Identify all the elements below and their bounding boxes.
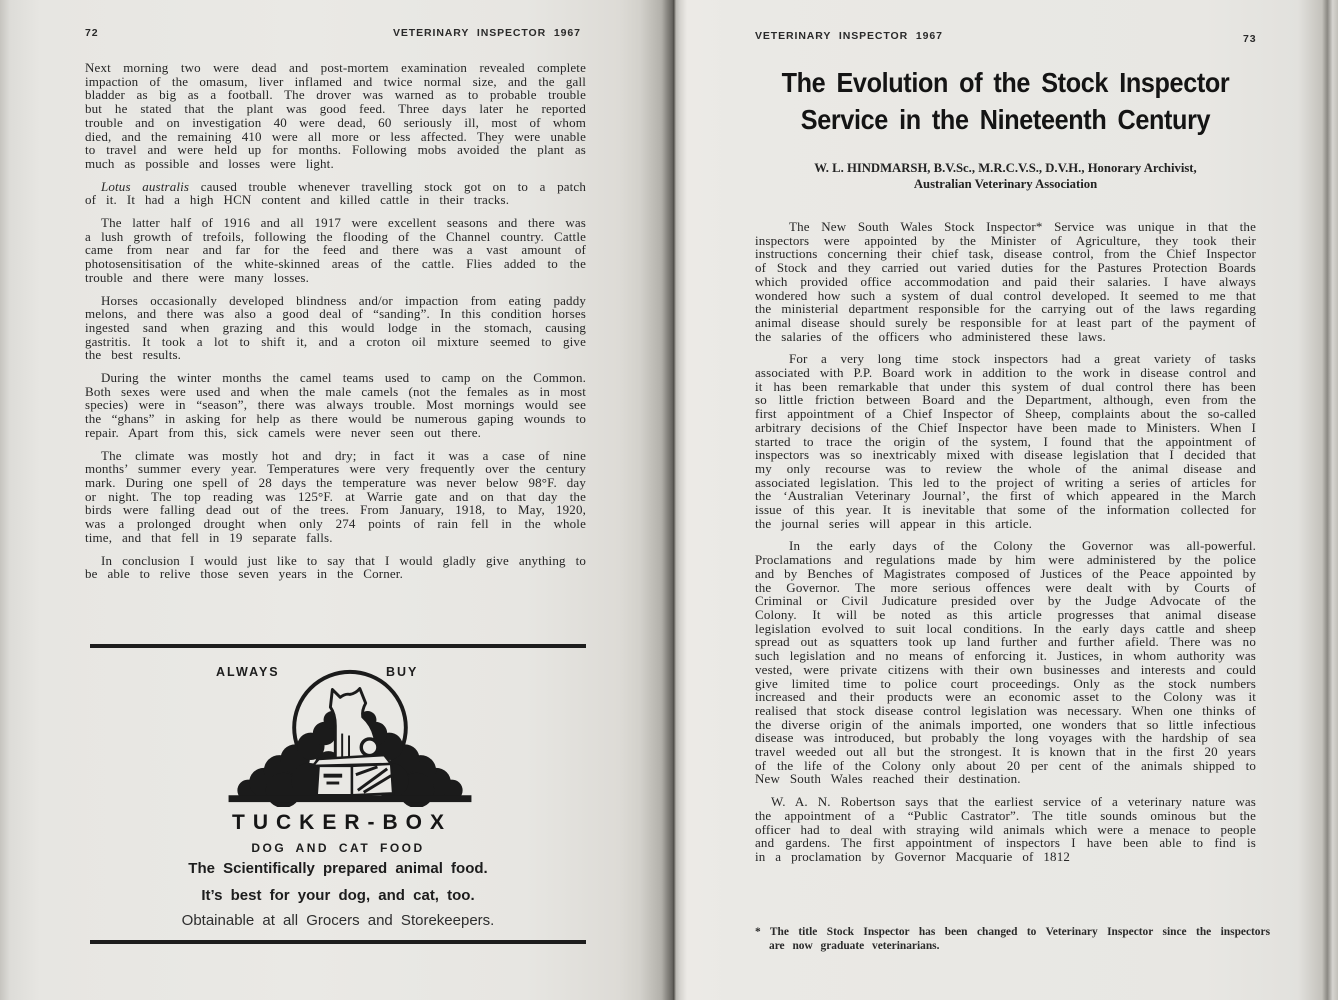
paragraph: For a very long time stock inspectors had a great variety of tasks associated with P.P. Board work in addition to the work in disease control and it has been remarkable that under this system of dual control there has been so little friction between Board and the Department, although, even from the first appointment of a Chief Inspector of Sheep, complaints about the so-called arbitrary decisions of the Chief Inspector have been made to Ministers. When I started to trace the origin of the system, I found that the appointment of inspectors was so inextricably mixed with disease legislation that I decided that my only recourse was to review the whole of the animal disease and associated legislation. This led to the project of writing a series of articles for the ‘Australian Veterinary Journal’, the first of which appeared in the March issue of this year. It is inevitable that some of the information collected for the journal series will appear in this article. [755,351,1256,531]
species-name-italic: Lotus australis [101,178,190,194]
page-number-right: 73 [1243,33,1257,45]
running-title-right: VETERINARY INSPECTOR 1967 [755,30,943,42]
article-title-line1: The Evolution of the Stock Inspector [781,67,1230,98]
right-page [673,0,1338,1000]
running-title-left: VETERINARY INSPECTOR 1967 [393,27,581,39]
left-page-body [85,61,586,590]
paragraph: During the winter months the camel teams used to camp on the Common. Both sexes were used and when the male camels (not the females as in most species) were in “season”, there was always trouble. Most mornings would see the “ghans” in asking for help as there would be numerous gaping wounds to repair. Apart from this, sick camels were never seen out there. [85,370,586,440]
ad-tagline-2: It’s best for your dog, and cat, too. [201,887,475,904]
ad-tagline-3: Obtainable at all Grocers and Storekeepers. [181,912,495,929]
article-footnote: * The title Stock Inspector has been changed to Veterinary Inspector since the inspectors are now graduate veterinarians. [755,926,1270,952]
paragraph: In conclusion I would just like to say that I would gladly give anything to be able to relive those seven years in the Corner. [85,552,586,582]
ground-bar [229,795,472,802]
tuckerbox-advertisement [90,644,586,946]
paragraph: Next morning two were dead and post-mortem examination revealed complete impaction of the omasum, liver inflamed and twice normal size, and the gall bladder as big as a football. The drover was warned as to probable trouble but he stated that the plant was good feed. Three days later he reported trouble and on investigation 40 were dead, 60 seriously ill, most of whom died, and the remaining 410 were all more or less affected. They were unable to travel and were held up for months. Following mobs avoided the plant as much as possible and losses were light. [85,60,586,171]
ad-rule-top [90,644,586,648]
ad-rule-bottom [90,940,586,944]
article-title-line2: Service in the Nineteenth Century [800,104,1211,135]
page-number-left: 72 [85,27,99,39]
buy-label: BUY [386,665,419,679]
paragraph [85,180,586,207]
paragraph-text: caused trouble whenever travelling stock got on to a patch of it. It had a high HCN content and killed cattle in their tracks. [85,178,586,208]
right-page-body [755,220,1256,873]
paragraph: The climate was mostly hot and dry; in fact it was a case of nine months’ summer every year. Temperatures were very frequently over the century mark. During one spell of 28 days the temperature was never below 98°F. day or night. The top reading was 125°F. at Warrie gate and on that day the birds were falling dead out of the trees. From January, 1918, to May, 1920, was a prolonged drought when only 274 points of rain fell in the whole time, and that fell in 19 separate falls. [85,447,586,545]
paragraph: The latter half of 1916 and all 1917 were excellent seasons and there was a lush growth of trefoils, following the flooding of the Channel country. Cattle came from near and far for the feed and there was a vast amount of photosensitisation of the white-skinned areas of the cattle. Flies added to the trouble and there were many losses. [85,215,586,285]
byline-line1: W. L. HINDMARSH, B.V.Sc., M.R.C.V.S., D.V.H., Honorary Archivist, [814,161,1197,175]
dog-on-tuckerbox-logo-icon [222,665,478,807]
product-name: DOG AND CAT FOOD [251,841,425,855]
paragraph: W. A. N. Robertson says that the earliest service of a veterinary nature was the appointment of a “Public Castrator”. The title sounds ominous but the officer had to deal with straying wild animals which were a menace to people and gardens. The first appointment of inspectors I have been able to find is in a proclamation by Governor Macquarie of 1812 [755,794,1256,864]
article-byline [755,160,1256,192]
byline-line2: Australian Veterinary Association [913,177,1098,191]
ad-tagline-1: The Scientifically prepared animal food. [188,860,488,877]
article-title [780,64,1231,138]
paragraph: In the early days of the Colony the Governor was all-powerful. Proclamations and regulations made by him were administered by the police and by Benches of Magistrates composed of Justices of the Peace appointed by the Governor. The more serious offences were dealt with by Courts of Criminal or Civil Judicature presided over by the Judge Advocate of the Colony. It will be noted as this article progresses that animal disease legislation evolved to suit local conditions. In the early days cattle and sheep spread out as squatters took up land further and further afield. There was no such legislation and no means of enforcing it. Justices, in whom authority was vested, were private citizens with their own businesses and interests and could give limited time to police court proceedings. Only as the stock numbers increased and their products were an economic asset to the Colony was it realised that stock disease control legislation was necessary. When one thinks of the diverse origin of the animals imported, one wonders that so little infectious disease was introduced, but probably the long voyages with the hardship of sea travel weeded out all but the strongest. It is known that in the first 20 years of the life of the Colony only about 20 per cent of the animals shipped to New South Wales reached their destination. [755,538,1256,787]
paragraph: The New South Wales Stock Inspector* Service was unique in that the inspectors were appointed by the Minister of Agriculture, they took their instructions concerning their chief task, disease control, from the Chief Inspector of Stock and they carried out varied duties for the Pastures Protection Boards which provided office accommodation and paid their salaries. I have always wondered how such a system of dual control developed. It seemed to me that the ministerial department responsible for the carrying out of the laws regarding animal disease should surely be responsible for at least part of the payment of the salaries of the officers who administered these laws. [755,219,1256,344]
pedestal [313,755,393,795]
brand-name: TUCKER-BOX [232,811,452,834]
dog-statue [330,689,377,761]
paragraph: Horses occasionally developed blindness and/or impaction from eating paddy melons, and there was also a good deal of “sanding”. In this condition horses ingested sand when grazing and this would lodge in the stomach, causing gastritis. It took a lot to shift it, and a croton oil mixture seemed to give the best results. [85,292,586,363]
always-label: ALWAYS [216,665,280,679]
